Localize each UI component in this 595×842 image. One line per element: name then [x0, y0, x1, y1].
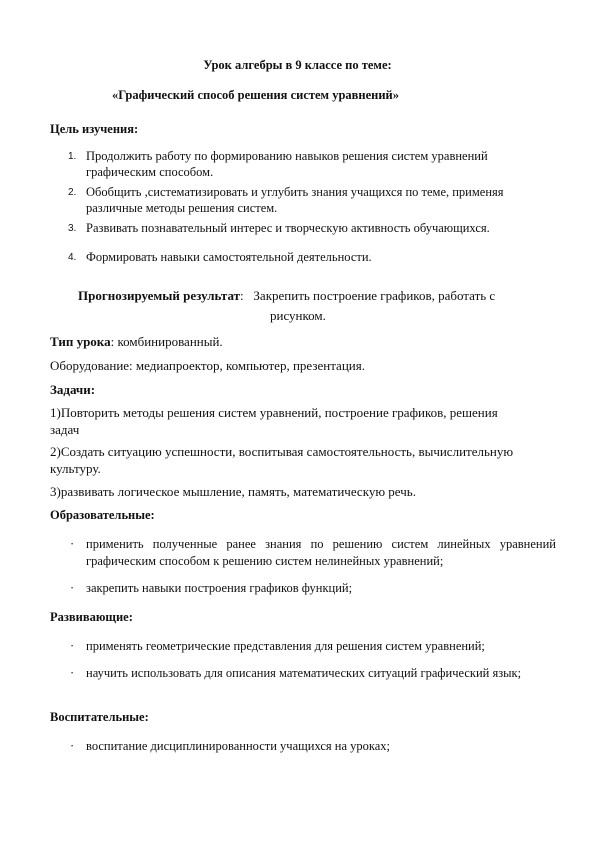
- goal-item: [68, 220, 538, 236]
- list-item: [70, 536, 556, 570]
- list-item-text: закрепить навыки построения графиков функций;: [86, 581, 353, 595]
- result-colon: :: [240, 288, 244, 303]
- goals-list: [68, 148, 538, 265]
- goal-text: Обобщить ,систематизировать и углубить знания учащихся по теме, применяя различные методы решения систем.: [86, 185, 504, 215]
- task-line: задач: [50, 422, 80, 437]
- bullet: ·: [70, 666, 75, 680]
- goal-number: 2.: [68, 187, 77, 198]
- list-item-text: применить полученные ранее знания по решению систем линейных уравнений графическим способом к решению систем нелинейных уравнений;: [86, 537, 556, 568]
- goal-text: Формировать навыки самостоятельной деятельности.: [86, 250, 372, 264]
- list-item-text: научить использовать для описания математических ситуаций графический язык;: [86, 666, 522, 680]
- goal-text: Продолжить работу по формированию навыков решения систем уравнений графическим способом.: [86, 149, 488, 179]
- tasks-heading: Задачи:: [50, 382, 96, 397]
- title-line-2: «Графический способ решения систем уравнений»: [112, 88, 399, 102]
- upbringing-list: [70, 738, 556, 755]
- educational-list: [70, 536, 556, 597]
- goal-number: 3.: [68, 223, 77, 234]
- goal-number: 4.: [68, 252, 77, 263]
- bullet: ·: [70, 581, 75, 595]
- list-item-text: применять геометрические представления для решения систем уравнений;: [86, 639, 485, 653]
- lesson-type-value: : комбинированный.: [110, 334, 223, 349]
- upbringing-heading: Воспитательные:: [50, 710, 149, 724]
- goal-item: [68, 249, 538, 265]
- goal-text: Развивать познавательный интерес и творческую активность обучающихся.: [86, 221, 490, 235]
- list-item: [70, 580, 556, 597]
- goal-item: [68, 148, 538, 180]
- developing-list: [70, 638, 556, 682]
- goal-number: 1.: [68, 151, 77, 162]
- developing-heading: Развивающие:: [50, 610, 133, 624]
- lesson-type-label: Тип урока: [50, 334, 111, 349]
- result-line-2: рисунком.: [270, 308, 326, 323]
- task-line: культуру.: [50, 461, 101, 476]
- list-item: [70, 665, 556, 682]
- result-line-1: [78, 288, 495, 304]
- list-item: [70, 638, 556, 655]
- bullet: ·: [70, 739, 75, 753]
- goals-heading: Цель изучения:: [50, 122, 139, 136]
- list-item: [70, 738, 556, 755]
- list-item-text: воспитание дисциплинированности учащихся на уроках;: [86, 739, 391, 753]
- educational-heading: Образовательные:: [50, 508, 155, 522]
- task-line: 3)развивать логическое мышление, память, математическую речь.: [50, 484, 416, 499]
- result-text: Закрепить построение графиков, работать с: [253, 288, 496, 303]
- goal-item: [68, 184, 538, 216]
- lesson-type: [50, 334, 223, 350]
- result-label: Прогнозируемый результат: [78, 288, 241, 303]
- task-line: 2)Создать ситуацию успешности, воспитывая самостоятельность, вычислительную: [50, 444, 514, 459]
- equipment: Оборудование: медиапроектор, компьютер, презентация.: [50, 358, 365, 373]
- bullet: ·: [70, 639, 75, 653]
- title-line-1: Урок алгебры в 9 классе по теме:: [203, 58, 392, 72]
- task-line: 1)Повторить методы решения систем уравнений, построение графиков, решения: [50, 405, 498, 420]
- bullet: ·: [70, 537, 75, 551]
